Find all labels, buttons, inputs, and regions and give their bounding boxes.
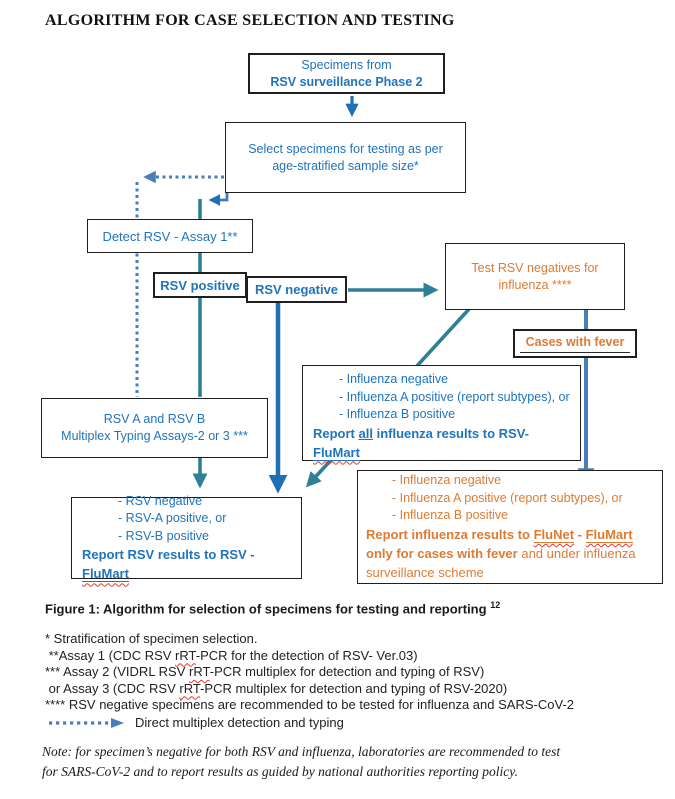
report-text: Report influenza results to: [366, 526, 534, 542]
figure-caption-text: Figure 1: Algorithm for selection of specimens for testing and reporting: [45, 601, 491, 617]
report-text-regular: and under influenza: [517, 545, 636, 561]
flumart-link-text: FluMart: [82, 566, 129, 582]
box-rsv-negative: [246, 276, 347, 303]
report-text-regular: surveillance scheme: [366, 564, 484, 580]
report-text-underlined: all: [358, 425, 373, 441]
legend-label: Direct multiplex detection and typing: [135, 715, 344, 730]
box-report-influenza-fever: [357, 470, 663, 584]
figure-caption: [45, 600, 500, 616]
box-detect-rsv: [87, 219, 253, 253]
list-item: - Influenza A positive (report subtypes), or: [339, 389, 570, 404]
multiplex-line2: Multiplex Typing Assays-2 or 3 ***: [61, 429, 248, 443]
report-influenza-fever-statement: [364, 525, 658, 582]
multiplex-line1: RSV A and RSV B: [103, 412, 206, 426]
footnote-text-squiggle: rRT: [175, 647, 196, 663]
box-multiplex-typing: [41, 398, 268, 458]
report-text: influenza results to RSV-: [372, 425, 529, 441]
detect-label: Detect RSV - Assay 1**: [102, 228, 238, 244]
footnotes: [45, 631, 574, 714]
list-item: - Influenza negative: [339, 372, 449, 386]
list-item: - Influenza B positive: [392, 508, 509, 523]
box-cases-with-fever: [513, 329, 637, 358]
influenza-result-list: [364, 472, 658, 525]
footnote-text: -PCR multiplex for detection and typing of RSV): [209, 664, 485, 679]
box-report-all-influenza: [302, 365, 581, 461]
footnote-rsv-negative: **** RSV negative specimens are recommended to be tested for influenza and SARS-CoV-2: [45, 697, 574, 712]
select-line1: Select specimens for testing as per: [248, 141, 443, 156]
footnote-text: or Assay 3 (CDC RSV: [45, 680, 180, 696]
influenza-result-list: [311, 371, 574, 424]
footnote-text: -PCR for the detection of RSV- Ver.03): [195, 647, 418, 663]
flumart-link-text: FluMart: [313, 444, 360, 460]
footnote-assay2: [45, 664, 574, 681]
test-influenza-line2: influenza ****: [498, 277, 572, 292]
arrow-select-elbow: [212, 192, 227, 200]
legend-direct-multiplex: [48, 715, 344, 730]
rsv-result-list: [80, 493, 297, 546]
footnote-stratification: * Stratification of specimen selection.: [45, 631, 258, 646]
dotted-arrow-icon: [48, 717, 126, 729]
test-influenza-line1: Test RSV negatives for: [471, 260, 599, 275]
footnote-text-squiggle: rRT: [189, 664, 210, 679]
footnote-assay1: [45, 648, 574, 665]
report-text-bold: only for cases with fever: [366, 545, 518, 561]
report-all-influenza-statement: [311, 424, 574, 462]
box-select-specimens: [225, 122, 466, 193]
footnote-text: **Assay 1 (CDC RSV: [45, 647, 176, 663]
footnote-assay3: [45, 681, 574, 698]
rsv-positive-label: RSV positive: [160, 277, 240, 293]
list-item: - Influenza B positive: [339, 407, 456, 421]
list-item: - Influenza A positive (report subtypes), or: [392, 490, 623, 505]
bottom-note: [42, 742, 652, 781]
select-line2: age-stratified sample size*: [272, 158, 419, 173]
list-item: - RSV-B positive: [118, 528, 210, 543]
box-rsv-positive: [153, 272, 247, 298]
list-item: - RSV-A positive, or: [118, 511, 227, 526]
specimens-line2: RSV surveillance Phase 2: [270, 74, 423, 89]
footnote-text: -PCR multiplex for detection and typing of RSV-2020): [200, 680, 508, 696]
list-item: - RSV negative: [118, 493, 203, 508]
caption-superscript: 12: [490, 600, 501, 610]
cases-fever-label: Cases with fever: [520, 334, 631, 353]
report-rsv-statement: [80, 545, 297, 583]
page-title: ALGORITHM FOR CASE SELECTION AND TESTING: [45, 12, 455, 29]
footnote-text-squiggle: rRT: [179, 680, 201, 696]
report-text: Report RSV results to RSV -: [82, 547, 255, 563]
note-line2: for SARS-CoV-2 and to report results as guided by national authorities reporting policy.: [42, 763, 518, 779]
box-report-rsv-results: [71, 493, 302, 582]
report-text: Report: [313, 425, 359, 441]
box-specimens-source: [248, 53, 445, 94]
box-test-influenza: [445, 243, 625, 310]
rsv-negative-label: RSV negative: [254, 282, 339, 297]
report-text: -: [574, 526, 586, 542]
list-item: - Influenza negative: [392, 473, 502, 488]
flunet-link-text: FluNet: [533, 526, 575, 542]
specimens-line1: Specimens from: [301, 57, 392, 72]
footnote-text: *** Assay 2 (VIDRL RSV: [45, 664, 190, 679]
note-line1: Note: for specimen’s negative for both RSV and influenza, laboratories are recommended to test: [42, 744, 561, 759]
flumart-link-text: FluMart: [585, 526, 633, 542]
